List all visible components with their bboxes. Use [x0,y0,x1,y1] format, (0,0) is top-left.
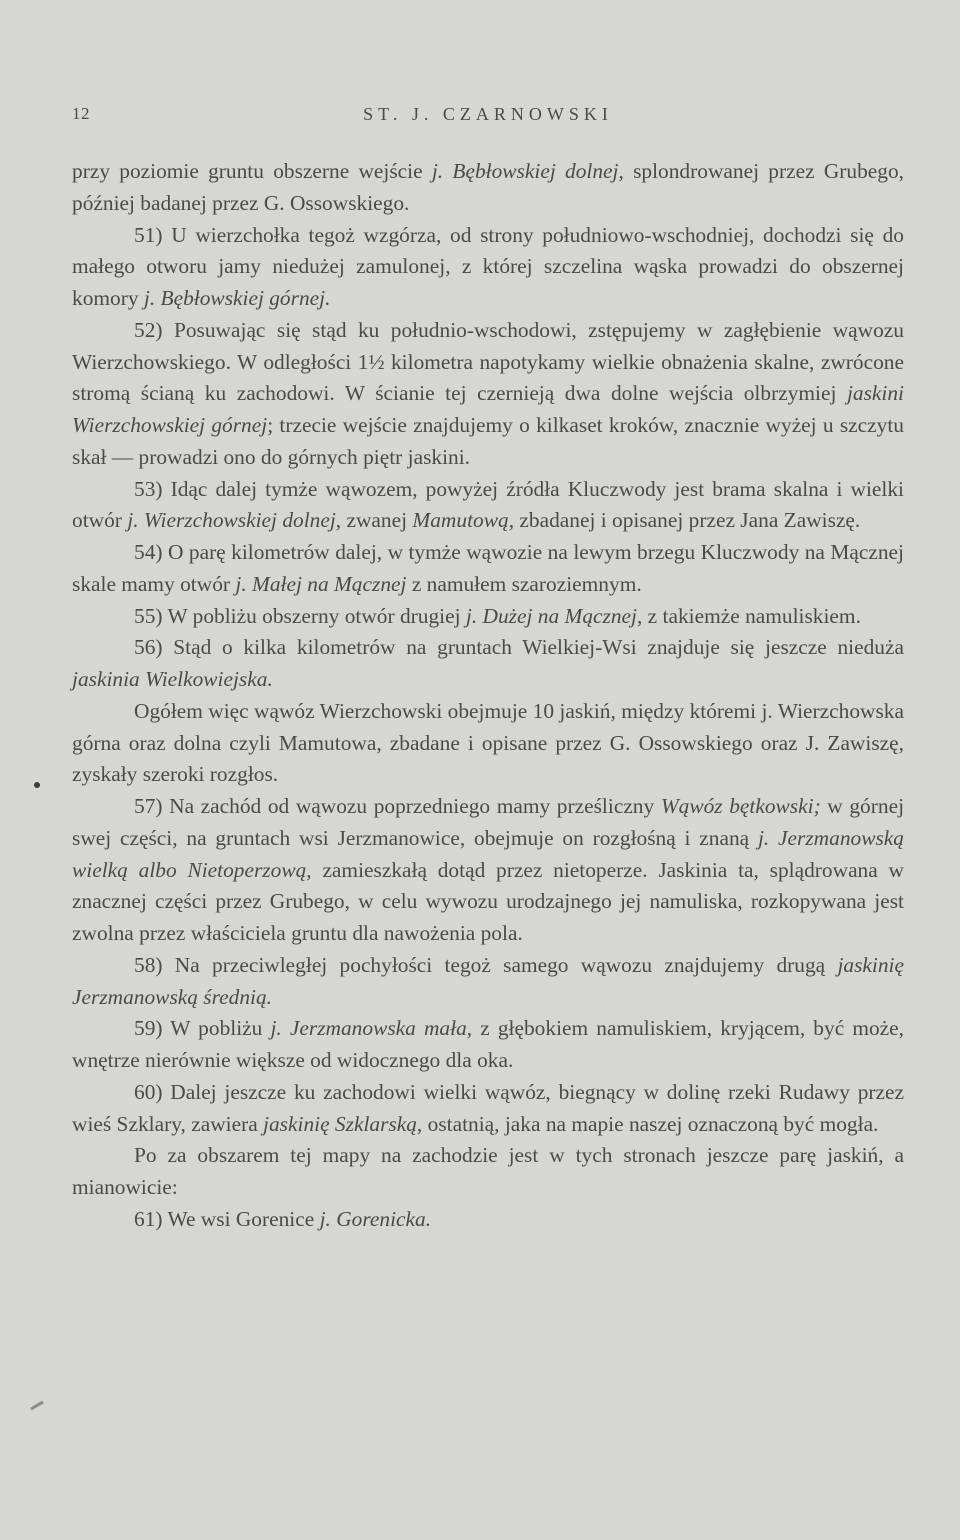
paragraph [72,474,904,538]
paragraph [72,950,904,1014]
stray-ink-dot [34,782,40,788]
paragraph [72,1140,904,1204]
text-segment: 58) Na przeciwległej pochyłości tegoż samego wąwozu znajdujemy drugą [134,952,838,977]
page-number: 12 [72,104,90,123]
stray-ink-mark [30,1401,44,1411]
text-segment: , z takiemże namuliskiem. [636,603,861,628]
text-segment: 53) Idąc dalej tymże wąwozem, powyżej źródła Kluczwody jest brama skalna i wielki otwór [72,476,904,533]
running-title: ST. J. CZARNOWSKI [363,104,613,124]
paragraph [72,220,904,315]
text-segment: , zbadanej i opisanej przez Jana Zawiszę. [508,508,861,533]
body-text [72,156,904,1236]
text-segment: Ogółem więc wąwóz Wierzchowski obejmuje 10 jaskiń, między któremi j. Wierzchowska górna oraz dolna czyli Mamutowa, zbadane i opisane przez G. Ossowskiego oraz J. Zawiszę, zyskały szeroki rozgłos. [72,698,904,787]
italic-text: j. Jerzmanowska mała [270,1016,467,1041]
italic-text: Mamutową [412,508,509,533]
paragraph [72,315,904,474]
text-segment: , zwanej [335,508,413,533]
text-segment: 55) W pobliżu obszerny otwór drugiej [134,603,466,628]
text-segment: 57) Na zachód od wąwozu poprzedniego mamy prześliczny [134,794,661,818]
text-segment: 51) U wierzchołka tegoż wzgórza, od strony południowo-wschodniej, dochodzi się do małego otworu jamy niedużej zamulonej, z której szczelina wąska prowadzi do obszernej komory [72,222,904,310]
italic-text: Wąwóz bętkowski; [660,794,821,818]
paragraph [72,696,904,791]
italic-text: j. Bębłowskiej dolnej [431,159,619,183]
text-segment: , z głębokiem namuliskiem, kryjącem, być może, wnętrze nierównie większe od widocznego dla oka. [72,1016,904,1072]
italic-text: j. Gorenicka. [319,1206,432,1231]
text-segment: 56) Stąd o kilka kilometrów na gruntach Wielkiej-Wsi znajduje się jeszcze nieduża [134,635,904,660]
text-segment: ; trzecie wejście znajdujemy o kilkaset kroków, znacznie wyżej u szczytu skał — prowadzi ono do górnych piętr jaskini. [72,413,904,469]
italic-text: jaskinia Wielkowiejska. [72,667,273,691]
italic-text: j. Jerzmanowską wielką albo Nietoperzową [72,825,904,882]
text-segment: , splondrowanej przez Grubego, później badanej przez G. Ossowskiego. [72,159,905,215]
paragraph [72,791,904,950]
text-segment: , zamieszkałą dotąd przez nietoperze. Jaskinia ta, splądrowana w znacznej części przez Grubego, w celu wywozu urodzajnego jej namuliska, rozkopywana jest zwolna przez właściciela gruntu dla nawożenia pola. [72,857,904,945]
text-segment: przy poziomie gruntu obszerne wejście [72,159,432,183]
italic-text: j. Wierzchowskiej dolnej [127,508,336,533]
text-segment: 61) We wsi Gorenice [134,1206,320,1231]
text-segment: 59) W pobliżu [134,1016,271,1041]
italic-text: jaskinię Jerzmanowską średnią. [72,952,904,1009]
text-segment: 60) Dalej jeszcze ku zachodowi wielki wąwóz, biegnący w dolinę rzeki Rudawy przez wieś Szklary, zawiera [72,1079,904,1136]
text-segment: , ostatnią, jaka na mapie naszej oznaczoną być mogła. [416,1111,879,1136]
italic-text: jaskini Wierzchowskiej górnej [72,381,904,437]
italic-text: j. Bębłowskiej górnej. [143,286,331,310]
paragraph [72,156,904,220]
text-segment: 52) Posuwając się stąd ku południo-wschodowi, zstępujemy w zagłębienie wąwozu Wierzchowskiego. W odległości 1½ kilometra napotykamy wielkie obnażenia skalne, zwrócone stromą ścianą ku zachodowi. W ścianie tej czernieją dwa dolne wejścia olbrzymiej [72,317,904,406]
text-segment: Po za obszarem tej mapy na zachodzie jest w tych stronach jeszcze parę jaskiń, a mianowicie: [72,1143,904,1199]
text-segment: 54) O parę kilometrów dalej, w tymże wąwozie na lewym brzegu Kluczwody na Mącznej skale mamy otwór [72,540,904,596]
paragraph [72,1013,904,1077]
italic-text: jaskinię Szklarską [263,1111,417,1136]
paragraph [72,632,904,696]
paragraph [72,1204,904,1236]
paragraph [72,601,904,633]
paragraph [72,1077,904,1141]
paragraph [72,537,904,601]
text-segment: w górnej swej części, na gruntach wsi Jerzmanowice, obejmuje on rozgłośną i znaną [72,794,905,850]
text-segment: z namułem szaroziemnym. [406,571,642,596]
italic-text: j. Dużej na Mącznej [465,603,637,628]
page-header [72,104,904,130]
italic-text: j. Małej na Mącznej [235,571,407,596]
